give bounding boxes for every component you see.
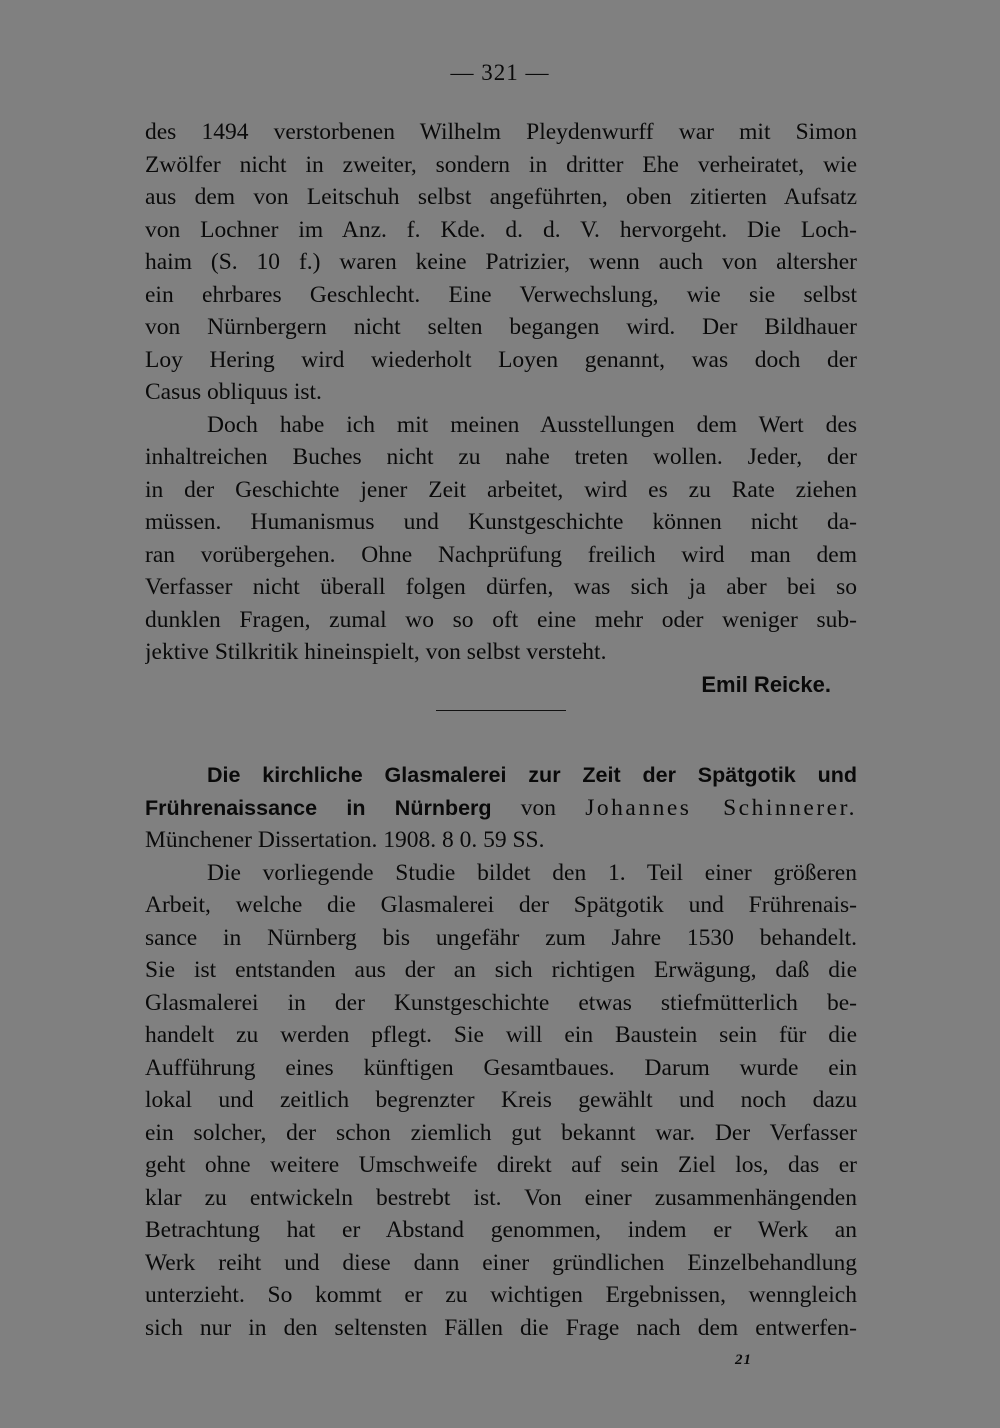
text-line: in der Geschichte jener Zeit arbeitet, wird es zu Rate ziehen	[145, 476, 857, 503]
text-line: müssen. Humanismus und Kunstgeschichte können nicht da-	[145, 509, 857, 535]
text-line: Doch habe ich mit meinen Ausstellungen dem Wert des	[207, 411, 857, 438]
text-line: Casus obliquus ist.	[145, 379, 322, 405]
text-line: Aufführung eines künftigen Gesamtbaues. Darum wurde ein	[145, 1054, 857, 1081]
text-line: aus dem von Leitschuh selbst angeführten, oben zitierten Aufsatz	[145, 184, 857, 210]
text-line: ein ehrbares Geschlecht. Eine Verwechslung, wie sie selbst	[145, 281, 857, 308]
text-line: von Lochner im Anz. f. Kde. d. d. V. hervorgeht. Die Loch-	[145, 216, 857, 243]
text-line: ein solcher, der schon ziemlich gut bekannt war. Der Verfasser	[145, 1119, 857, 1146]
review-author: Emil Reicke.	[701, 671, 831, 697]
text-line: unterzieht. So kommt er zu wichtigen Ergebnissen, wenngleich	[145, 1282, 857, 1308]
text-line: haim (S. 10 f.) waren keine Patrizier, wenn auch von altersher	[145, 249, 857, 275]
text-line: jektive Stilkritik hineinspielt, von selbst versteht.	[145, 639, 607, 665]
text-line: Werk reiht und diese dann einer gründlichen Einzelbehandlung	[145, 1249, 857, 1276]
text-line: ran vorübergehen. Ohne Nachprüfung freilich wird man dem	[145, 541, 857, 568]
text-line: von Nürnbergern nicht selten begangen wird. Der Bildhauer	[145, 314, 857, 340]
text-line: lokal und zeitlich begrenzter Kreis gewählt und noch dazu	[145, 1087, 857, 1113]
text-line: geht ohne weitere Umschweife direkt auf sein Ziel los, das er	[145, 1152, 857, 1178]
text-line: sich nur in den seltensten Fällen die Frage nach dem entwerfen-	[145, 1314, 857, 1341]
page-number: — 321 —	[450, 60, 550, 85]
text-line: Sie ist entstanden aus der an sich richtigen Erwägung, daß die	[145, 957, 857, 983]
text-line: handelt zu werden pflegt. Sie will ein Baustein sein für die	[145, 1022, 857, 1048]
text-line: dunklen Fragen, zumal wo so oft eine mehr oder weniger sub-	[145, 606, 857, 633]
review-title-line2	[145, 792, 857, 825]
review-book-author: Johannes Schinnerer.	[585, 794, 857, 821]
section-separator	[436, 710, 566, 711]
text-line: Betrachtung hat er Abstand genommen, indem er Werk an	[145, 1217, 857, 1243]
text-line: Zwölfer nicht in zweiter, sondern in dritter Ehe verheiratet, wie	[145, 151, 857, 178]
text-line: inhaltreichen Buches nicht zu nahe treten wollen. Jeder, der	[145, 444, 857, 470]
text-line: Die vorliegende Studie bildet den 1. Teil einer größeren	[207, 859, 857, 886]
review-title: Die kirchliche Glasmalerei zur Zeit der Spätgotik und	[207, 763, 857, 787]
review-title-continued: Frührenaissance in Nürnberg	[145, 795, 492, 820]
review-glasmalerei	[145, 759, 857, 1344]
text-line: Glasmalerei in der Kunstgeschichte etwas stiefmütterlich be-	[145, 989, 857, 1016]
text-line: klar zu entwickeln bestrebt ist. Von einer zusammenhängenden	[145, 1184, 857, 1211]
text-line: Verfasser nicht überall folgen dürfen, was sich ja aber bei so	[145, 574, 857, 600]
publication-meta: Münchener Dissertation. 1908. 8 0. 59 SS.	[145, 827, 545, 853]
text-line: sance in Nürnberg bis ungefähr zum Jahre 1530 behandelt.	[145, 924, 857, 951]
text-line: des 1494 verstorbenen Wilhelm Pleydenwurff war mit Simon	[145, 119, 857, 145]
signature-mark: 21	[735, 1352, 752, 1368]
title-von: von	[520, 794, 557, 821]
review-continuation	[145, 116, 857, 701]
text-line: Arbeit, welche die Glasmalerei der Spätgotik und Frührenais-	[145, 892, 857, 918]
text-line: Loy Hering wird wiederholt Loyen genannt, was doch der	[145, 346, 857, 373]
